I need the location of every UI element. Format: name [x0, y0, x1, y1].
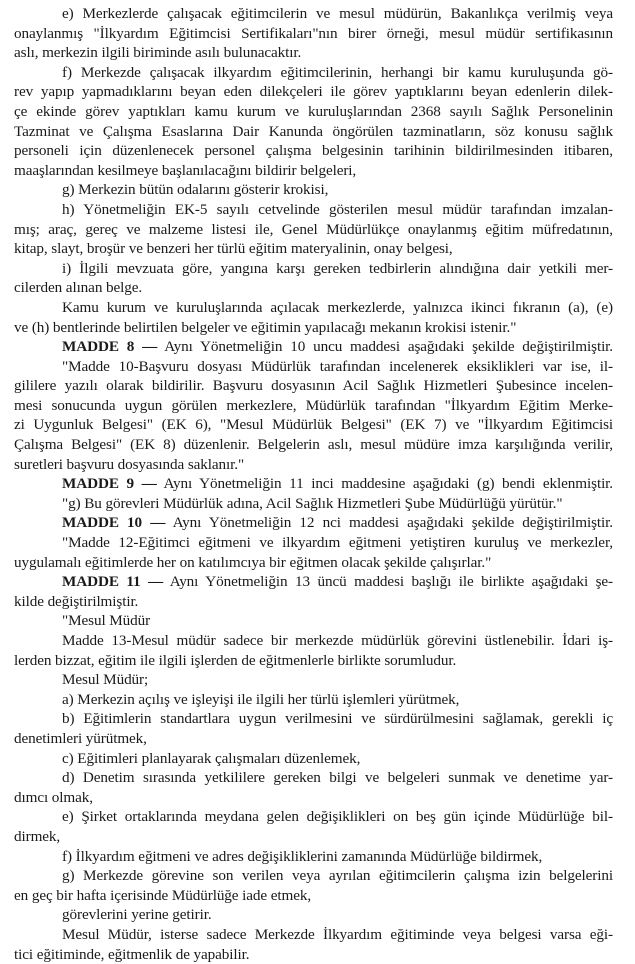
- line-text: dirmek,: [14, 828, 60, 845]
- article-number: MADDE 10 —: [62, 514, 165, 531]
- text-line: [14, 24, 613, 44]
- line-text: denetimleri yürütmek,: [14, 730, 147, 747]
- line-text: Mesul Müdür;: [62, 671, 148, 688]
- text-line: [14, 905, 613, 925]
- line-text: rev yapıp yapmadıklarını beyan eden dilekçeleri ile görev yaptıklarını beyan edenlerin dilek-: [14, 83, 613, 100]
- line-text: b) Eğitimlerin standartlara uygun verilmesini ve sürdürülmesini sağlamak, gerekli iç: [62, 710, 613, 727]
- line-text: ve (h) bentlerinde belirtilen belgeler ve eğitimin yapılacağı mekanın krokisi istenir.": [14, 319, 516, 336]
- line-text: personeli için düzenlenecek personel çalışma belgesinin tarihinin bildirilmesinden itibaren,: [14, 142, 613, 159]
- line-text: d) Denetim sırasında yetkililere gereken bilgi ve belgeleri sunmak ve denetime yar-: [62, 769, 613, 786]
- article-number: MADDE 8 —: [62, 338, 157, 355]
- line-text: Aynı Yönetmeliğin 11 inci maddesine aşağıdaki (g) bendi eklenmiştir.: [157, 475, 613, 492]
- line-text: h) Yönetmeliğin EK-5 sayılı cetvelinde gösterilen mesul müdür tarafından imzalan-: [62, 201, 613, 218]
- text-line: [14, 220, 613, 240]
- line-text: a) Merkezin açılış ve işleyişi ile ilgili her türlü işlemleri yürütmek,: [62, 691, 459, 708]
- line-text: "Mesul Müdür: [62, 612, 150, 629]
- text-line: [14, 161, 613, 181]
- line-text: f) Merkezde çalışacak ilkyardım eğitimcilerinin, herhangi bir kamu kuruluşunda gö-: [62, 64, 613, 81]
- text-line: [14, 259, 613, 279]
- line-text: Çalışma Belgesi" (EK 8) düzenlenir. Belgelerin aslı, mesul müdüre imza karşılığında verilir,: [14, 436, 613, 453]
- line-text: görevlerini yerine getirir.: [62, 906, 212, 923]
- line-text: kilde değiştirilmiştir.: [14, 593, 138, 610]
- text-line: [14, 82, 613, 102]
- line-text: Madde 13-Mesul müdür sadece bir merkezde müdürlük görevini üstlenebilir. İdari iş-: [62, 632, 613, 649]
- line-text: c) Eğitimleri planlayarak çalışmaları düzenlemek,: [62, 750, 360, 767]
- line-text: i) İlgili mevzuata göre, yangına karşı gereken tedbirlerin alındığına dair yetkili mer-: [62, 260, 613, 277]
- line-text: suretleri başvuru dosyasında saklanır.": [14, 456, 244, 473]
- line-text: maaşlarından kesilmeye başlanılacağını bildirir belgeleri,: [14, 162, 356, 179]
- text-line: [14, 945, 613, 964]
- line-text: Aynı Yönetmeliğin 12 nci maddesi aşağıdaki şekilde değiştirilmiştir.: [165, 514, 613, 531]
- line-text: dımcı olmak,: [14, 789, 93, 806]
- line-text: Kamu kurum ve kuruluşlarında açılacak merkezlerde, yalnızca ikinci fıkranın (a), (e): [62, 299, 613, 316]
- line-text: Aynı Yönetmeliğin 10 uncu maddesi aşağıdaki şekilde değiştirilmiştir.: [157, 338, 613, 355]
- text-line: [14, 4, 613, 24]
- line-text: mesi sonucunda uygun görülen merkezlere, Müdürlük tarafından "İlkyardım Eğitim Merke-: [14, 397, 613, 414]
- line-text: zi Uygunluk Belgesi" (EK 6), "Mesul Müdürlük Belgesi" (EK 7) ve "İlkyardım Eğitimcisi: [14, 416, 613, 433]
- article-heading-line: [14, 337, 613, 357]
- line-text: çe ekinde görev yaptıkları kamu kurum ve kuruluşlarından 2368 sayılı Sağlık Personelinin: [14, 103, 613, 120]
- text-line: [14, 200, 613, 220]
- line-text: e) Şirket ortaklarında meydana gelen değişiklikleri on beş gün içinde Müdürlüğe bil-: [62, 808, 613, 825]
- text-line: [14, 435, 613, 455]
- article-heading-line: [14, 513, 613, 533]
- line-text: g) Merkezin bütün odalarını gösterir krokisi,: [62, 181, 328, 198]
- text-line: [14, 709, 613, 729]
- line-text: Tazminat ve Çalışma Esaslarına Dair Kanunda öngörülen tazminatların, söz konusu sağlık: [14, 123, 613, 140]
- text-line: [14, 768, 613, 788]
- article-heading-line: [14, 572, 613, 592]
- text-line: [14, 670, 613, 690]
- line-text: onaylanmış "İlkyardım Eğitimcisi Sertifikaları"nın birer örneği, mesul müdür sertifikasının: [14, 25, 613, 42]
- line-text: en geç bir hafta içerisinde Müdürlüğe iade etmek,: [14, 887, 311, 904]
- line-text: cilerden alınan belge.: [14, 279, 142, 296]
- line-text: uygulamalı eğitimlerde her on katılımcıya bir eğitmen olacak şekilde çalışırlar.": [14, 554, 491, 571]
- text-line: [14, 455, 613, 475]
- line-text: tici eğitiminde, eğitmenlik de yapabilir.: [14, 946, 249, 963]
- text-line: [14, 376, 613, 396]
- text-line: [14, 827, 613, 847]
- text-line: [14, 318, 613, 338]
- text-line: [14, 553, 613, 573]
- line-text: lerden bizzat, eğitim ile ilgili işlerden de eğitmenlerle birlikte sorumludur.: [14, 652, 456, 669]
- text-line: [14, 239, 613, 259]
- text-line: [14, 690, 613, 710]
- line-text: Aynı Yönetmeliğin 13 üncü maddesi başlığı ile birlikte aşağıdaki şe-: [163, 573, 613, 590]
- text-line: [14, 847, 613, 867]
- text-line: [14, 102, 613, 122]
- text-line: [14, 278, 613, 298]
- text-line: [14, 866, 613, 886]
- text-line: [14, 298, 613, 318]
- line-text: Mesul Müdür, isterse sadece Merkezde İlkyardım eğitiminde veya belgesi varsa eği-: [62, 926, 613, 943]
- text-line: [14, 611, 613, 631]
- line-text: "Madde 12-Eğitimci eğitmeni ve ilkyardım eğitmeni yetiştiren kuruluş ve merkezler,: [62, 534, 613, 551]
- line-text: "Madde 10-Başvuru dosyası Müdürlük tarafından incelenerek eksiklikleri var ise, il-: [62, 358, 613, 375]
- article-number: MADDE 11 —: [62, 573, 163, 590]
- line-text: f) İlkyardım eğitmeni ve adres değişikliklerini zamanında Müdürlüğe bildirmek,: [62, 848, 542, 865]
- line-text: g) Merkezde görevine son verilen veya ayrılan eğitimcilerin çalışma izin belgelerini: [62, 867, 613, 884]
- line-text: "g) Bu görevleri Müdürlük adına, Acil Sağlık Hizmetleri Şube Müdürlüğü yürütür.": [62, 495, 562, 512]
- text-line: [14, 63, 613, 83]
- text-line: [14, 180, 613, 200]
- text-line: [14, 807, 613, 827]
- text-line: [14, 122, 613, 142]
- text-line: [14, 494, 613, 514]
- text-line: [14, 533, 613, 553]
- text-line: [14, 749, 613, 769]
- text-line: [14, 357, 613, 377]
- text-line: [14, 141, 613, 161]
- text-line: [14, 415, 613, 435]
- article-number: MADDE 9 —: [62, 475, 157, 492]
- line-text: e) Merkezlerde çalışacak eğitimcilerin ve mesul müdürün, Bakanlıkça verilmiş veya: [62, 5, 613, 22]
- text-line: [14, 592, 613, 612]
- line-text: mış; araç, gereç ve malzeme listesi ile, Genel Müdürlükçe onaylanmış eğitim müfredatının,: [14, 221, 613, 238]
- text-line: [14, 631, 613, 651]
- text-line: [14, 396, 613, 416]
- text-line: [14, 788, 613, 808]
- line-text: aslı, merkezin ilgili biriminde asılı bulunacaktır.: [14, 44, 301, 61]
- line-text: gililere yazılı olarak bildirilir. Başvuru dosyasının Acil Sağlık Hizmetleri Şubesince incelen-: [14, 377, 613, 394]
- text-line: [14, 43, 613, 63]
- article-heading-line: [14, 474, 613, 494]
- text-line: [14, 729, 613, 749]
- text-line: [14, 651, 613, 671]
- text-line: [14, 886, 613, 906]
- line-text: kitap, slayt, broşür ve benzeri her türlü eğitim materyalinin, onay belgesi,: [14, 240, 453, 257]
- text-line: [14, 925, 613, 945]
